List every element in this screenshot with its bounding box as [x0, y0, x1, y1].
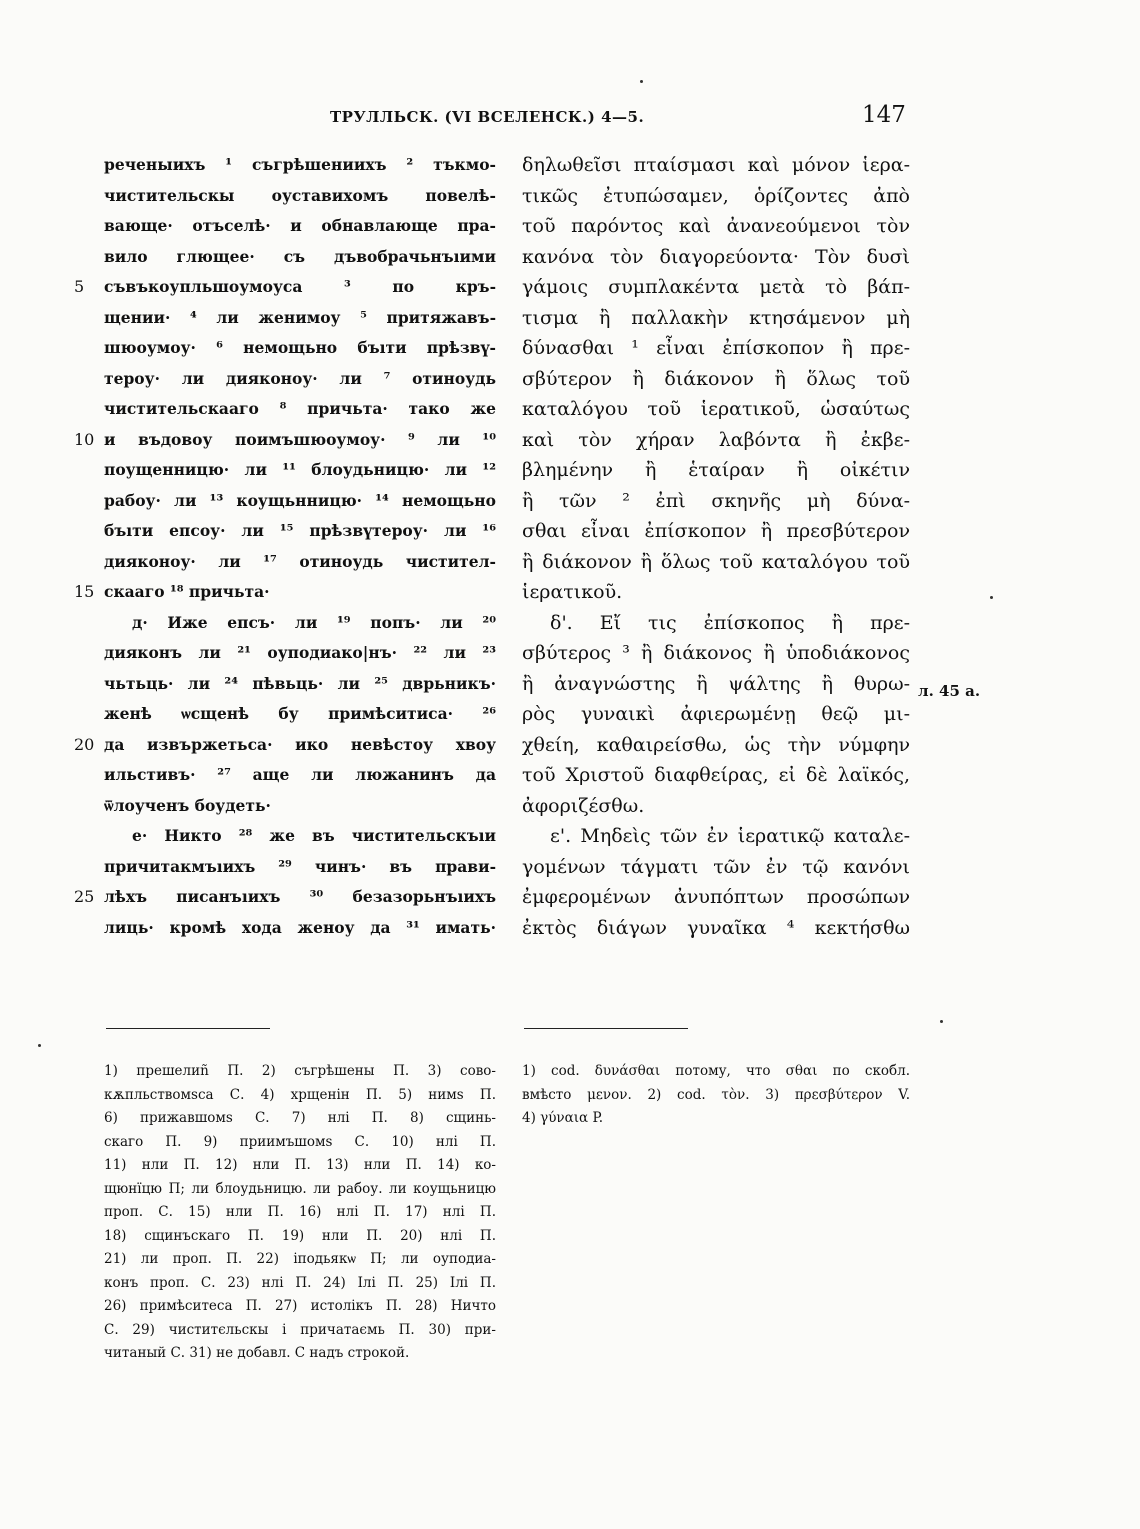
slavonic-line-text: вило глющее· съ дъвобрачьнъıими: [104, 246, 496, 266]
greek-line: [522, 181, 910, 212]
slavonic-line: [104, 608, 496, 639]
scan-speck: [990, 596, 993, 599]
footnote-line: 1) cod. δυνάσθαι потому, что σθαι по скобл.: [522, 1063, 910, 1079]
slavonic-line: [104, 242, 496, 273]
footnote-divider-left: [106, 1028, 270, 1029]
running-header: [0, 102, 1140, 136]
slavonic-line-text: е· Никто ²⁸ же въ чистительскъıи: [132, 826, 496, 845]
greek-line: [522, 486, 910, 517]
scan-speck: [640, 80, 643, 83]
slavonic-line: [104, 333, 496, 364]
slavonic-line: [74, 425, 496, 456]
slavonic-line: [104, 486, 496, 517]
greek-line-text: σθαι εἶναι ἐπίσκοπον ἢ πρεσβύτερον: [522, 520, 910, 542]
greek-line-text: ρὸς γυναικὶ ἀφιερωμένῃ θεῷ μι-: [522, 703, 910, 725]
greek-column: [522, 150, 910, 943]
greek-line: [522, 364, 910, 395]
slavonic-line: [104, 394, 496, 425]
footnote-line: 6) прижавшомѕ С. 7) нлі П. 8) сщинь-: [104, 1110, 496, 1126]
slavonic-line-text: рабоу· ли ¹³ коущьнницю· ¹⁴ немощьно: [104, 490, 496, 510]
greek-line: [522, 242, 910, 273]
footnote-line: С. 29) чиститєльскы і причатаємь П. 30) при-: [104, 1321, 496, 1338]
greek-line-text: δηλωθεῖσι πταίσμασι καὶ μόνον ἱερα-: [522, 154, 910, 176]
slavonic-line-text: да извържетьса· ико невѣстоу хвоу: [104, 734, 496, 754]
footnote-line: проп. С. 15) нли П. 16) нлі П. 17) нлі П.: [104, 1204, 496, 1220]
greek-line-text: τισμα ἢ παλλακὴν κτησάμενον μὴ: [522, 306, 910, 329]
slavonic-line-text: бъıти епсоу· ли ¹⁵ прѣзвүтероу· ли ¹⁶: [104, 521, 496, 540]
slavonic-line: [104, 455, 496, 486]
slavonic-line-text: чистительскы оуставихомъ повелѣ-: [104, 185, 496, 205]
slavonic-line-text: дияконъ ли ²¹ оуподиако|нъ· ²² ли ²³: [104, 643, 496, 662]
slavonic-line: [104, 791, 496, 822]
greek-line: [522, 455, 910, 486]
greek-line-text: τοῦ Χριστοῦ διαφθείρας, εἰ δὲ λαϊκός,: [522, 764, 910, 786]
greek-line-text: γάμοις συμπλακέντα μετὰ τὸ βάπ-: [522, 276, 910, 298]
greek-line: [522, 211, 910, 242]
greek-line-text: δύνασθαι ¹ εἶναι ἐπίσκοπον ἢ πρε-: [522, 337, 910, 359]
greek-line: [522, 730, 910, 761]
slavonic-line-text: дияконоу· ли ¹⁷ отиноудь чистител-: [104, 551, 496, 571]
greek-line: [522, 638, 910, 669]
greek-line: [522, 699, 910, 730]
line-number: 15: [74, 582, 95, 601]
line-number: 20: [74, 734, 95, 754]
greek-line: [522, 791, 910, 822]
slavonic-line-text: ильстивъ· ²⁷ аще ли люжанинъ да: [104, 765, 496, 784]
scan-speck: [940, 1020, 943, 1023]
greek-line-text: ἢ ἀναγνώστης ἢ ψάλτης ἢ θυρω-: [522, 672, 910, 695]
greek-line: [522, 272, 910, 303]
footnote-line: 11) нли П. 12) нли П. 13) нли П. 14) ко-: [104, 1157, 496, 1173]
greek-line: [522, 821, 910, 852]
greek-line-text: τοῦ παρόντος καὶ ἀνανεούμενοι τὸν: [522, 215, 910, 237]
greek-line-text: ἢ τῶν ² ἐπὶ σκηνῆς μὴ δύνα-: [522, 489, 910, 512]
slavonic-line: [104, 821, 496, 852]
slavonic-line: [104, 852, 496, 883]
slavonic-line-text: женѣ ѡсщенѣ бу примѣситиса· ²⁶: [104, 704, 496, 723]
slavonic-line: [104, 364, 496, 395]
slavonic-line: [104, 181, 496, 212]
slavonic-line: [74, 882, 496, 913]
greek-line: [522, 303, 910, 334]
greek-line: [522, 425, 910, 456]
greek-line-text: ε'. Μηδεὶς τῶν ἐν ἱερατικῷ καταλε-: [550, 825, 910, 847]
slavonic-line: [104, 669, 496, 700]
slavonic-line-text: съвъкоупльшоумоуса ³ по кръ-: [104, 277, 496, 296]
greek-line: [522, 150, 910, 181]
greek-line: [522, 760, 910, 791]
footnote-divider-right: [524, 1028, 688, 1029]
footnote-line: конъ проп. С. 23) нлі П. 24) Ілі П. 25) Ілі П.: [104, 1274, 496, 1291]
slavonic-line: [104, 547, 496, 578]
greek-line-text: ἱερατικοῦ.: [522, 581, 623, 603]
greek-line: [522, 394, 910, 425]
slavonic-line-text: щении· ⁴ ли женимоу ⁵ притяжавъ-: [104, 307, 496, 327]
footnote-line: читаный С. 31) не добавл. С надъ строкой.: [104, 1345, 410, 1361]
page-number: 147: [862, 102, 906, 128]
greek-line-text: ἐκτὸς διάγων γυναῖκα ⁴ κεκτήσθω: [522, 916, 910, 939]
scan-speck: [38, 1044, 41, 1047]
slavonic-line-text: вающе· отъселѣ· и обнавлающе пра-: [104, 216, 496, 235]
greek-line-text: κανόνα τὸν διαγορεύοντα· Τὸν δυσὶ: [522, 245, 910, 268]
slavonic-line: [104, 913, 496, 944]
slavonic-line-text: лиць· кромѣ хода женоу да ³¹ имать·: [104, 917, 496, 937]
slavonic-line-text: поущенницю· ли ¹¹ блоудьницю· ли ¹²: [104, 460, 496, 479]
greek-line: [522, 852, 910, 883]
footnote-line: щюнїцю П; ли блоудьницю. ли рабоу. ли коущьницю: [104, 1180, 496, 1197]
greek-line-text: βλημένην ἢ ἑταίραν ἢ οἰκέτιν: [522, 459, 910, 481]
footnote-line: 18) сщинъскаго П. 19) нли П. 20) нлі П.: [104, 1227, 496, 1244]
greek-line-text: ἢ διάκονον ἢ ὅλως τοῦ καταλόγου τοῦ: [522, 550, 910, 573]
slavonic-line-text: чьтьць· ли ²⁴ пѣвьць· ли ²⁵ дврьникъ·: [104, 673, 496, 693]
greek-line: [522, 882, 910, 913]
line-number: 10: [74, 429, 95, 449]
greek-line: [522, 608, 910, 639]
greek-line-text: τικῶς ἐτυπώσαμεν, ὁρίζοντες ἀπὸ: [522, 184, 910, 207]
greek-line-text: σβύτερος ³ ἢ διάκονος ἢ ὑποδιάκονος: [522, 642, 910, 664]
greek-line: [522, 669, 910, 700]
greek-line-text: χθείη, καθαιρείσθω, ὡς τὴν νύμφην: [522, 733, 910, 756]
slavonic-line-text: причитакмъıихъ ²⁹ чинъ· въ прави-: [104, 856, 496, 876]
footnote-line: 4) γύναια P.: [522, 1110, 604, 1126]
slavonic-line: [104, 516, 496, 547]
line-number: 5: [74, 277, 85, 296]
church-slavonic-column: [74, 150, 496, 943]
slavonic-line-text: скааго ¹⁸ причьта·: [104, 582, 270, 601]
footnote-line: 1) прешелиñ П. 2) съгрѣшены П. 3) сово-: [104, 1063, 496, 1079]
footnote-line: скаго П. 9) приимъшомѕ С. 10) нлі П.: [104, 1133, 496, 1150]
slavonic-line: [104, 699, 496, 730]
footnotes-right: [522, 1060, 910, 1131]
greek-line-text: δ'. Εἴ τις ἐπίσκοπος ἢ πρε-: [550, 611, 910, 634]
greek-line: [522, 516, 910, 547]
slavonic-line-text: тероу· ли дияконоу· ли ⁷ отиноудь: [104, 368, 496, 388]
slavonic-line: [104, 760, 496, 791]
greek-line-text: γομένων τάγματι τῶν ἐν τῷ κανόνι: [522, 855, 910, 878]
slavonic-line: [74, 730, 496, 761]
slavonic-line-text: реченыихъ ¹ съгрѣшениихъ ² тъкмо-: [104, 155, 496, 174]
greek-line-text: σβύτερον ἢ διάκονον ἢ ὅλως τοῦ: [522, 367, 910, 390]
greek-line: [522, 913, 910, 944]
greek-line-text: καταλόγου τοῦ ἱερατικοῦ, ὡσαύτως: [522, 398, 910, 420]
slavonic-line-text: чистительскааго ⁸ причьта· тако же: [104, 399, 496, 418]
slavonic-line: [74, 272, 496, 303]
slavonic-line: [104, 211, 496, 242]
slavonic-line-text: и въдовоу поимъшюоумоу· ⁹ ли ¹⁰: [104, 429, 496, 449]
greek-line: [522, 577, 910, 608]
slavonic-line-text: шюоумоу· ⁶ немощьно бъıти прѣзвү-: [104, 338, 496, 357]
footnote-line: 26) примѣситеса П. 27) истолікъ П. 28) Ничто: [104, 1298, 496, 1314]
slavonic-line: [104, 303, 496, 334]
slavonic-line-text: д· Иже епсъ· ли ¹⁹ попъ· ли ²⁰: [132, 612, 496, 632]
footnote-line: кѫпльствомѕса С. 4) хрщенін П. 5) нимѕ П.: [104, 1086, 496, 1103]
slavonic-line-text: ѿлоученъ боудеть·: [104, 795, 271, 815]
footnote-line: 21) ли проп. П. 22) іподьякѡ П; ли оуподиа-: [104, 1251, 496, 1267]
greek-line: [522, 333, 910, 364]
slavonic-line: [74, 577, 496, 608]
footnotes-left: [104, 1060, 496, 1366]
greek-line-text: καὶ τὸν χήραν λαβόντα ἢ ἐκβε-: [522, 428, 910, 451]
greek-line-text: ἀφοριζέσθω.: [522, 794, 645, 817]
slavonic-line: [104, 150, 496, 181]
running-title: ТРУЛЛЬСК. (VI ВСЕЛЕНСК.) 4—5.: [330, 108, 645, 126]
footnote-line: вмѣсто μενον. 2) cod. τὸν. 3) πρεσβύτερον V.: [522, 1086, 910, 1103]
slavonic-line: [104, 638, 496, 669]
line-number: 25: [74, 887, 95, 906]
slavonic-line-text: лѣхъ писанъıихъ ³⁰ безазорьнъıихъ: [104, 887, 496, 906]
greek-line: [522, 547, 910, 578]
greek-line-text: ἐμφερομένων ἀνυπόπτων προσώπων: [522, 886, 910, 908]
folio-margin-note: л. 45 а.: [918, 682, 981, 700]
